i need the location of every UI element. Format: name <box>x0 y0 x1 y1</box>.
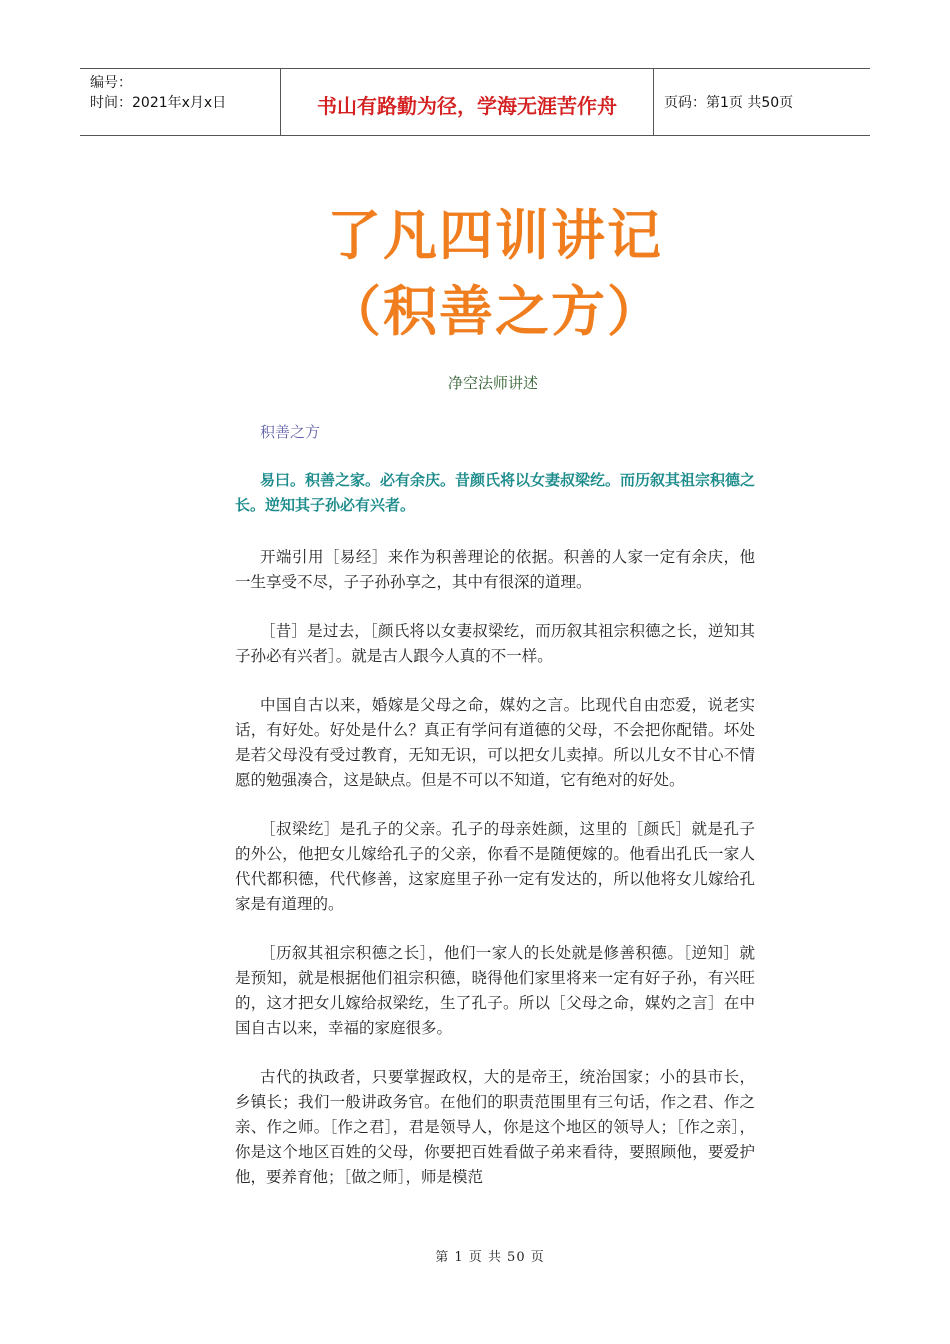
document-number-label: 编号： <box>90 75 132 91</box>
header-meta-cell <box>80 69 281 135</box>
paragraph-3: 中国自古以来，婚嫁是父母之命，媒妁之言。比现代自由恋爱，说老实话，有好处。好处是什么？真正有学问有道德的父母，不会把你配错。坏处是若父母没有受过教育，无知无识，可以把女儿卖掉。所以儿女不甘心不情愿的勉强凑合，这是缺点。但是不可以不知道，它有绝对的好处。 <box>235 696 755 789</box>
paragraph-2: ［昔］是过去，［颜氏将以女妻叔梁纥，而历叙其祖宗积德之长，逆知其子孙必有兴者］。就是古人跟今人真的不一样。 <box>235 622 755 665</box>
document-title-line1: 了凡四训讲记 <box>327 204 663 267</box>
author-line: 净空法师讲述 <box>447 374 538 392</box>
paragraph-6: 古代的执政者，只要掌握政权，大的是帝王，统治国家；小的县市长，乡镇长；我们一般讲政务官。在他们的职责范围里有三句话，作之君、作之亲、作之师。［作之君］，君是领导人，你是这个地区的领导人；［作之亲］，你是这个地区百姓的父母，你要把百姓看做子弟来看待，要照顾他，要爱护他，要养育他；［做之师］，师是模范 <box>235 1068 755 1186</box>
document-title-line2: （积善之方） <box>327 280 663 343</box>
paragraph-5: ［历叙其祖宗积德之长］，他们一家人的长处就是修善积德。［逆知］就是预知，就是根据他们祖宗积德，晓得他们家里将来一定有好子孙，有兴旺的，这才把女儿嫁给叔梁纥，生了孔子。所以［父母之命，媒妁之言］在中国自古以来，幸福的家庭很多。 <box>235 944 755 1037</box>
header-motto: 书山有路勤为径，学海无涯苦作舟 <box>281 69 654 135</box>
page-header <box>80 68 870 136</box>
scripture-quote: 易曰。积善之家。必有余庆。昔颜氏将以女妻叔梁纥。而历叙其祖宗积德之长。逆知其子孙必有兴者。 <box>235 471 756 514</box>
body-text <box>235 545 755 1214</box>
header-page-code: 页码：第1页 共50页 <box>664 95 794 111</box>
paragraph-1: 开端引用［易经］来作为积善理论的依据。积善的人家一定有余庆，他一生享受不尽，子子孙孙享之，其中有很深的道理。 <box>235 548 755 591</box>
section-heading: 积善之方 <box>260 423 321 441</box>
document-time-label: 时间：2021年x月x日 <box>90 95 227 111</box>
page-footer: 第 1 页 共 50 页 <box>435 1250 545 1265</box>
paragraph-4: ［叔梁纥］是孔子的父亲。孔子的母亲姓颜，这里的［颜氏］就是孔子的外公，他把女儿嫁给孔子的父亲，你看不是随便嫁的。他看出孔氏一家人代代都积德，代代修善，这家庭里子孙一定有发达的，所以他将女儿嫁给孔家是有道理的。 <box>235 820 755 913</box>
